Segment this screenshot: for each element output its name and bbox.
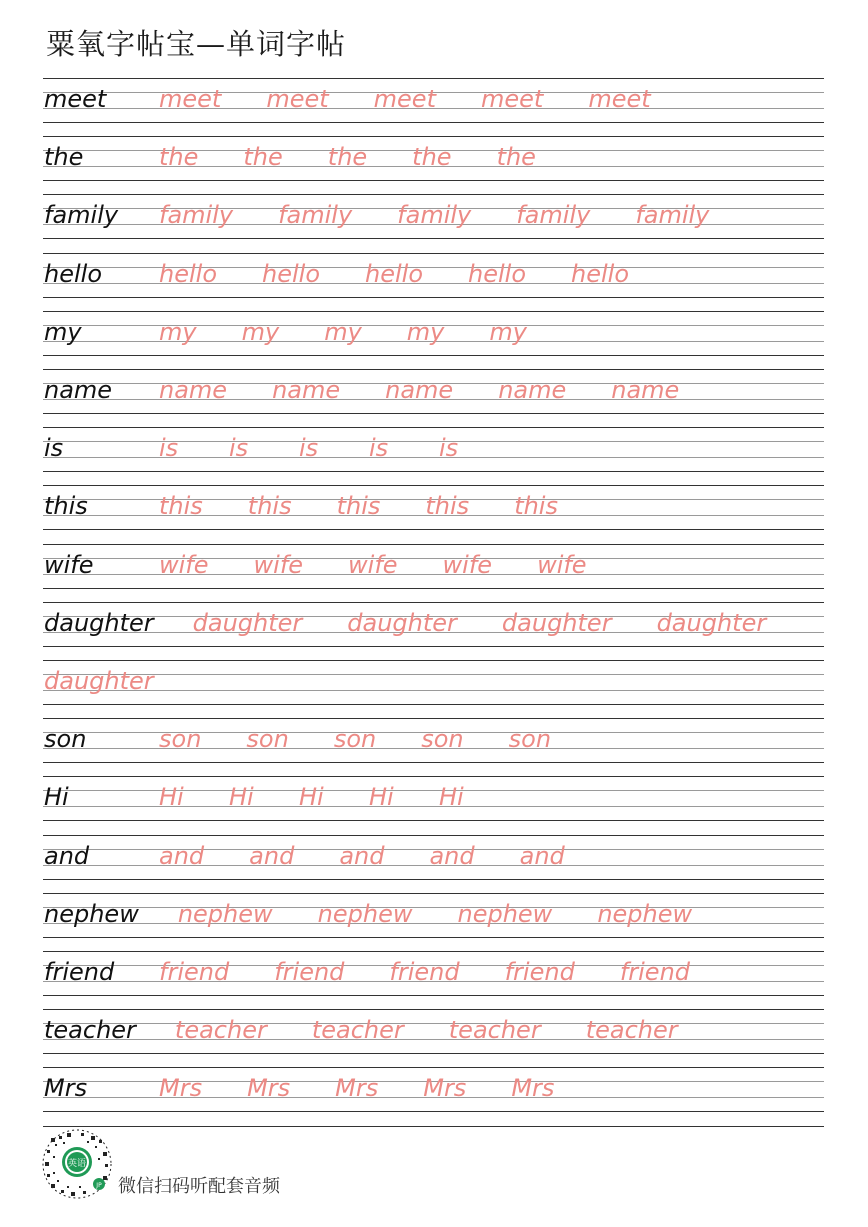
model-word: Hi <box>44 783 69 812</box>
guide-line <box>43 253 824 254</box>
guide-line <box>43 646 824 647</box>
model-word: and <box>44 841 90 870</box>
guide-line <box>43 413 824 414</box>
trace-word: and <box>429 841 475 870</box>
practice-row <box>43 776 824 834</box>
guide-line <box>43 355 824 356</box>
audio-hint: 微信扫码听配套音频 <box>118 1176 280 1197</box>
guide-line <box>43 893 824 894</box>
trace-word: my <box>406 317 445 346</box>
practice-row <box>43 893 824 951</box>
guide-line <box>43 311 824 312</box>
trace-word: family <box>516 201 591 230</box>
guide-line <box>43 1053 824 1054</box>
trace-word: meet <box>159 85 222 113</box>
trace-word: family <box>635 201 710 230</box>
trace-word: hello <box>159 259 217 288</box>
guide-line <box>43 1111 824 1112</box>
trace-word: meet <box>480 85 544 113</box>
model-word: nephew <box>44 899 139 928</box>
practice-row <box>43 1009 824 1067</box>
trace-word: teacher <box>311 1016 404 1045</box>
trace-word: the <box>496 143 536 172</box>
trace-word: hello <box>262 259 320 288</box>
guide-line <box>43 879 824 880</box>
trace-word: and <box>159 841 205 870</box>
trace-word: the <box>159 143 199 172</box>
practice-row <box>43 718 824 776</box>
trace-word: my <box>324 317 362 346</box>
trace-word: meet <box>373 85 436 113</box>
model-word: my <box>44 317 82 346</box>
trace-word: is <box>369 434 389 463</box>
trace-word: wife <box>442 550 493 579</box>
model-word: Mrs <box>44 1074 88 1103</box>
trace-word: nephew <box>597 899 693 928</box>
model-word: family <box>44 201 119 230</box>
page-title: 粟氧字帖宝—单词字帖 <box>46 27 347 61</box>
practice-row <box>43 253 824 311</box>
guide-line <box>43 427 824 428</box>
guide-line <box>43 1067 824 1068</box>
trace-word: friend <box>274 958 345 986</box>
trace-word: name <box>272 376 341 404</box>
guide-line <box>43 238 824 239</box>
practice-row <box>43 369 824 427</box>
qr-badge-text: 英语 <box>67 1159 87 1169</box>
trace-word: is <box>229 434 249 463</box>
practice-row <box>43 602 824 660</box>
guide-line <box>43 529 824 530</box>
guide-line <box>43 1009 824 1010</box>
practice-row <box>43 136 824 194</box>
trace-word: name <box>385 376 454 404</box>
trace-word: daughter <box>44 667 154 695</box>
trace-word: daughter <box>656 608 767 637</box>
trace-word: wife <box>537 550 587 579</box>
trace-word: son <box>246 725 289 754</box>
guide-line <box>43 471 824 472</box>
guide-line <box>43 1023 824 1024</box>
trace-word: son <box>508 725 552 754</box>
trace-word: daughter <box>347 608 457 637</box>
trace-word: this <box>514 492 558 521</box>
model-word: wife <box>44 550 94 579</box>
guide-line <box>43 660 824 661</box>
trace-word: Hi <box>299 783 324 812</box>
trace-word: my <box>159 317 197 346</box>
guide-line <box>43 820 824 821</box>
trace-word: friend <box>159 958 230 986</box>
trace-word: Hi <box>229 783 254 812</box>
guide-line <box>43 78 824 79</box>
practice-row <box>43 194 824 252</box>
trace-word: meet <box>266 85 329 113</box>
trace-word: my <box>241 317 280 346</box>
practice-row <box>43 78 824 136</box>
trace-word: son <box>333 725 377 754</box>
trace-word: Mrs <box>423 1074 467 1103</box>
qr-sub-text: JP <box>96 1182 102 1189</box>
guide-line <box>43 690 824 691</box>
practice-row <box>43 311 824 369</box>
practice-row <box>43 660 824 718</box>
trace-word: wife <box>253 550 304 579</box>
trace-word: son <box>421 725 464 754</box>
guide-line <box>43 297 824 298</box>
guide-line <box>43 937 824 938</box>
trace-word: the <box>243 143 283 172</box>
trace-word: hello <box>468 259 526 288</box>
model-word: meet <box>44 85 107 113</box>
trace-word: hello <box>365 259 423 288</box>
trace-word: the <box>327 143 368 172</box>
trace-word: teacher <box>448 1016 541 1045</box>
practice-row <box>43 544 824 602</box>
guide-line <box>43 907 824 908</box>
trace-word: nephew <box>177 899 273 928</box>
trace-word: family <box>278 201 353 230</box>
guide-line <box>43 369 824 370</box>
trace-word: daughter <box>501 608 612 637</box>
guide-line <box>43 136 824 137</box>
trace-word: wife <box>348 550 398 579</box>
trace-word: my <box>489 317 527 346</box>
trace-word: friend <box>389 958 460 986</box>
guide-line <box>43 762 824 763</box>
guide-line <box>43 951 824 952</box>
trace-word: nephew <box>317 899 413 928</box>
trace-word: and <box>249 841 295 870</box>
guide-line <box>43 718 824 719</box>
practice-row <box>43 1067 824 1125</box>
trace-word: Mrs <box>247 1074 291 1103</box>
guide-line <box>43 776 824 777</box>
trace-word: Mrs <box>511 1074 555 1103</box>
guide-line <box>43 194 824 195</box>
guide-line <box>43 122 824 123</box>
model-word: friend <box>44 958 115 986</box>
guide-line <box>43 704 824 705</box>
qr-code-icon[interactable] <box>41 1128 113 1200</box>
trace-word: teacher <box>585 1016 678 1045</box>
model-word: this <box>44 492 88 521</box>
trace-word: this <box>247 492 292 521</box>
model-word: the <box>44 143 84 172</box>
model-word: name <box>44 376 113 404</box>
model-word: hello <box>44 259 102 288</box>
trace-word: meet <box>588 85 651 113</box>
guide-line <box>43 544 824 545</box>
trace-word: and <box>519 841 565 870</box>
trace-word: name <box>498 376 567 404</box>
trace-word: name <box>159 376 228 404</box>
guide-line <box>43 995 824 996</box>
trace-word: Mrs <box>335 1074 379 1103</box>
guide-line <box>43 674 824 675</box>
trace-word: name <box>611 376 680 404</box>
trace-word: hello <box>571 259 629 288</box>
trace-word: son <box>159 725 202 754</box>
trace-word: friend <box>619 958 691 986</box>
model-word: teacher <box>44 1016 136 1045</box>
trace-word: is <box>299 434 319 463</box>
trace-word: Mrs <box>159 1074 203 1103</box>
guide-line <box>43 923 824 924</box>
trace-word: wife <box>159 550 209 579</box>
practice-row <box>43 427 824 485</box>
practice-row <box>43 835 824 893</box>
trace-word: is <box>439 434 459 463</box>
trace-word: this <box>336 492 381 521</box>
trace-word: friend <box>504 958 575 986</box>
trace-word: and <box>339 841 385 870</box>
guide-line <box>43 485 824 486</box>
guide-line <box>43 835 824 836</box>
model-word: is <box>44 434 64 463</box>
trace-word: Hi <box>369 783 394 812</box>
trace-word: family <box>159 201 234 230</box>
trace-word: daughter <box>192 608 303 637</box>
trace-word: Hi <box>439 783 464 812</box>
practice-row <box>43 951 824 1009</box>
guide-line <box>43 588 824 589</box>
trace-word: teacher <box>174 1016 267 1045</box>
trace-word: family <box>397 201 472 230</box>
guide-line <box>43 1126 824 1127</box>
guide-line <box>43 602 824 603</box>
practice-row <box>43 485 824 543</box>
model-word: daughter <box>44 608 154 637</box>
trace-word: nephew <box>457 899 553 928</box>
trace-word: is <box>159 434 179 463</box>
trace-word: this <box>159 492 203 521</box>
trace-word: Hi <box>159 783 184 812</box>
model-word: son <box>44 725 87 754</box>
guide-line <box>43 180 824 181</box>
guide-line <box>43 1039 824 1040</box>
trace-word: this <box>425 492 470 521</box>
trace-word: the <box>412 143 452 172</box>
